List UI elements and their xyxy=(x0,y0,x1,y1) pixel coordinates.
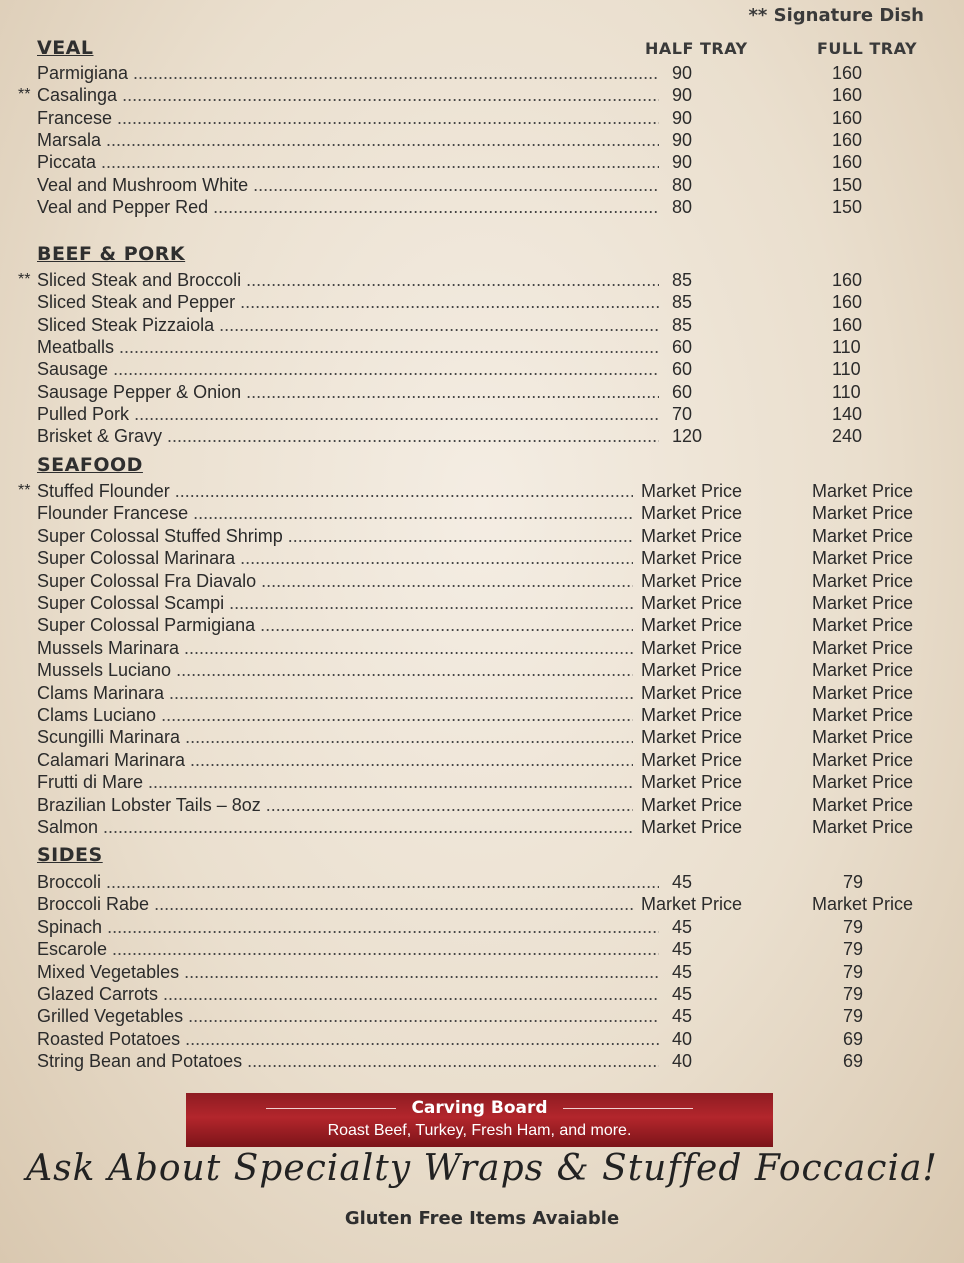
full-tray-price: 160 xyxy=(832,107,863,128)
menu-item-name: Salmon ..... xyxy=(37,816,633,838)
menu-item-name: Veal and Pepper Red ..... xyxy=(37,196,659,218)
full-tray-price: 69 xyxy=(843,1028,864,1049)
half-tray-price: Market Price xyxy=(641,772,743,793)
half-tray-price: 45 xyxy=(672,939,693,960)
half-tray-price: Market Price xyxy=(641,660,743,681)
menu-item-row xyxy=(0,726,964,748)
full-tray-price: 79 xyxy=(843,916,864,937)
full-tray-price: 110 xyxy=(832,359,861,380)
menu-item-row xyxy=(0,704,964,726)
full-tray-price: 240 xyxy=(832,426,863,447)
menu-item-name: Broccoli Rabe ..... xyxy=(37,893,633,915)
menu-item-name: Spinach ..... xyxy=(37,916,659,938)
full-tray-price: 160 xyxy=(832,85,863,106)
half-tray-price: 90 xyxy=(672,129,693,150)
signature-marker: ** xyxy=(18,271,31,288)
full-tray-price: Market Price xyxy=(812,570,914,591)
menu-item-row xyxy=(0,480,964,502)
menu-item-row xyxy=(0,794,964,816)
half-tray-price: Market Price xyxy=(641,749,743,770)
half-tray-price: 90 xyxy=(672,63,693,83)
menu-item-name: Sliced Steak Pizzaiola ..... xyxy=(37,314,659,336)
menu-item-name: Veal and Mushroom White ..... xyxy=(37,174,659,196)
full-tray-price: Market Price xyxy=(812,481,914,501)
menu-item-name: Glazed Carrots ..... xyxy=(37,983,659,1005)
menu-item-name: Super Colossal Scampi ..... xyxy=(37,592,633,614)
menu-item-row xyxy=(0,502,964,524)
half-tray-price: Market Price xyxy=(641,481,743,501)
half-tray-price: Market Price xyxy=(641,615,743,636)
menu-item-name: Sliced Steak and Broccoli ..... xyxy=(37,269,659,291)
full-tray-price: 69 xyxy=(843,1051,864,1072)
menu-item-row xyxy=(0,525,964,547)
half-tray-price: Market Price xyxy=(641,548,743,569)
menu-item-name: Broccoli ..... xyxy=(37,871,659,893)
menu-item-row xyxy=(0,425,964,447)
menu-item-row xyxy=(0,196,964,218)
full-tray-price: Market Price xyxy=(812,615,914,636)
half-tray-price: Market Price xyxy=(641,525,743,546)
half-tray-price: 80 xyxy=(672,174,693,195)
menu-item-row xyxy=(0,1050,964,1072)
half-tray-price: Market Price xyxy=(641,705,743,725)
full-tray-price: Market Price xyxy=(812,817,914,837)
half-tray-price: 85 xyxy=(672,314,693,335)
signature-marker: ** xyxy=(18,482,31,499)
half-tray-price: 40 xyxy=(672,1028,693,1049)
full-tray-price: 79 xyxy=(843,961,864,982)
half-tray-price: 120 xyxy=(672,426,703,447)
menu-item-row xyxy=(0,107,964,129)
menu-item-row xyxy=(0,174,964,196)
menu-item-row xyxy=(0,682,964,704)
menu-item-row xyxy=(0,614,964,636)
menu-item-row xyxy=(0,659,964,681)
menu-item-name: Marsala ..... xyxy=(37,129,659,151)
menu-item-row xyxy=(0,637,964,659)
half-tray-price: 45 xyxy=(672,984,693,1004)
menu-item-row xyxy=(0,592,964,614)
menu-item-row xyxy=(0,151,964,173)
menu-item-row xyxy=(0,547,964,569)
menu-item-name: Clams Luciano ..... xyxy=(37,704,633,726)
half-tray-price: 60 xyxy=(672,381,693,402)
menu-item-row xyxy=(0,129,964,151)
half-tray-price: 90 xyxy=(672,107,693,128)
menu-item-name: Pulled Pork ..... xyxy=(37,403,659,425)
full-tray-price: Market Price xyxy=(812,548,914,569)
full-tray-price: 110 xyxy=(832,336,861,357)
menu-item-name: Piccata ..... xyxy=(37,151,659,173)
full-tray-price: 160 xyxy=(832,129,863,150)
menu-item-name: Escarole ..... xyxy=(37,938,659,960)
full-tray-price: Market Price xyxy=(812,593,914,613)
full-tray-price: Market Price xyxy=(812,749,914,770)
half-tray-price: 45 xyxy=(672,961,693,982)
menu-item-row xyxy=(0,336,964,358)
carving-board-subtitle: Roast Beef, Turkey, Fresh Ham, and more. xyxy=(327,1122,632,1139)
gluten-free-note: Gluten Free Items Avaiable xyxy=(344,1208,620,1229)
menu-item-row xyxy=(0,403,964,425)
half-tray-price: Market Price xyxy=(641,593,743,613)
menu-item-row xyxy=(0,749,964,771)
half-tray-price: Market Price xyxy=(641,503,743,524)
menu-item-row xyxy=(0,1005,964,1027)
menu-item-row xyxy=(0,381,964,403)
menu-item-row xyxy=(0,816,964,838)
full-tray-price: 160 xyxy=(832,63,863,83)
full-tray-price: Market Price xyxy=(812,637,914,658)
full-tray-price: 79 xyxy=(843,984,864,1004)
full-tray-price: 79 xyxy=(843,872,864,892)
specialty-note: Ask About Specialty Wraps & Stuffed Foccacia! xyxy=(26,1148,938,1189)
menu-item-name: Super Colossal Stuffed Shrimp ..... xyxy=(37,525,633,547)
menu-item-name: Sliced Steak and Pepper ..... xyxy=(37,291,659,313)
half-tray-header: HALF TRAY xyxy=(645,39,748,58)
full-tray-price: 79 xyxy=(843,939,864,960)
half-tray-price: Market Price xyxy=(641,727,743,748)
half-tray-price: 60 xyxy=(672,336,693,357)
menu-item-name: Super Colossal Parmigiana ..... xyxy=(37,614,633,636)
menu-item-name: Sausage Pepper & Onion ..... xyxy=(37,381,659,403)
full-tray-price: Market Price xyxy=(812,503,914,524)
menu-item-name: Casalinga ..... xyxy=(37,84,659,106)
menu-item-row xyxy=(0,771,964,793)
full-tray-price: 150 xyxy=(832,196,863,217)
full-tray-price: 160 xyxy=(832,270,863,290)
full-tray-price: 150 xyxy=(832,174,863,195)
full-tray-price: 160 xyxy=(832,292,863,313)
menu-item-row xyxy=(0,570,964,592)
menu-item-name: Calamari Marinara ..... xyxy=(37,749,633,771)
carving-board-title: Carving Board xyxy=(411,1098,548,1118)
menu-item-name: Mussels Marinara ..... xyxy=(37,637,633,659)
menu-item-row xyxy=(0,291,964,313)
menu-item-name: Clams Marinara ..... xyxy=(37,682,633,704)
menu-item-row xyxy=(0,961,964,983)
full-tray-header: FULL TRAY xyxy=(817,39,918,58)
menu-item-name: Francese ..... xyxy=(37,107,659,129)
half-tray-price: Market Price xyxy=(641,570,743,591)
menu-item-name: Roasted Potatoes ..... xyxy=(37,1028,659,1050)
menu-item-name: Mixed Vegetables ..... xyxy=(37,961,659,983)
menu-item-name: Brazilian Lobster Tails – 8oz ..... xyxy=(37,794,633,816)
section-title: SIDES xyxy=(37,844,103,866)
full-tray-price: Market Price xyxy=(812,705,914,725)
menu-item-row xyxy=(0,62,964,84)
carving-board-banner xyxy=(186,1093,773,1147)
menu-item-row xyxy=(0,314,964,336)
half-tray-price: 45 xyxy=(672,916,693,937)
full-tray-price: 79 xyxy=(843,1006,864,1027)
section-title: VEAL xyxy=(37,37,94,59)
full-tray-price: Market Price xyxy=(812,660,914,681)
signature-marker: ** xyxy=(18,86,31,104)
full-tray-price: 140 xyxy=(832,403,863,424)
menu-item-row xyxy=(0,983,964,1005)
menu-item-name: Meatballs ..... xyxy=(37,336,659,358)
half-tray-price: Market Price xyxy=(641,682,743,703)
menu-item-name: Mussels Luciano ..... xyxy=(37,659,633,681)
half-tray-price: 90 xyxy=(672,152,693,173)
full-tray-price: Market Price xyxy=(812,525,914,546)
menu-item-name: Frutti di Mare ..... xyxy=(37,771,633,793)
full-tray-price: Market Price xyxy=(812,772,914,793)
menu-item-row xyxy=(0,84,964,106)
full-tray-price: 110 xyxy=(832,381,861,402)
menu-item-name: Flounder Francese ..... xyxy=(37,502,633,524)
menu-item-row xyxy=(0,269,964,291)
full-tray-price: 160 xyxy=(832,314,863,335)
half-tray-price: 45 xyxy=(672,1006,693,1027)
half-tray-price: Market Price xyxy=(641,817,743,837)
menu-item-name: Sausage ..... xyxy=(37,358,659,380)
section-title: BEEF & PORK xyxy=(37,243,186,265)
menu-item-name: Super Colossal Fra Diavalo ..... xyxy=(37,570,633,592)
menu-item-row xyxy=(0,938,964,960)
menu-item-row xyxy=(0,871,964,893)
menu-item-name: Stuffed Flounder ..... xyxy=(37,480,633,502)
menu-item-row xyxy=(0,1028,964,1050)
signature-dish-note: ** Signature Dish xyxy=(748,5,924,26)
menu-item-name: String Bean and Potatoes ..... xyxy=(37,1050,659,1072)
menu-item-name: Grilled Vegetables ..... xyxy=(37,1005,659,1027)
full-tray-price: 160 xyxy=(832,152,863,173)
half-tray-price: Market Price xyxy=(641,894,743,915)
menu-item-name: Super Colossal Marinara ..... xyxy=(37,547,633,569)
half-tray-price: Market Price xyxy=(641,637,743,658)
full-tray-price: Market Price xyxy=(812,682,914,703)
full-tray-price: Market Price xyxy=(812,794,914,815)
half-tray-price: 60 xyxy=(672,359,693,380)
menu-item-row xyxy=(0,893,964,915)
half-tray-price: 85 xyxy=(672,292,693,313)
menu-item-row xyxy=(0,916,964,938)
section-title: SEAFOOD xyxy=(37,454,143,476)
half-tray-price: 85 xyxy=(672,270,693,290)
menu-item-name: Scungilli Marinara ..... xyxy=(37,726,633,748)
full-tray-price: Market Price xyxy=(812,894,914,915)
half-tray-price: 70 xyxy=(672,403,693,424)
half-tray-price: 45 xyxy=(672,872,693,892)
menu-item-name: Brisket & Gravy ..... xyxy=(37,425,659,447)
half-tray-price: Market Price xyxy=(641,794,743,815)
half-tray-price: 40 xyxy=(672,1051,693,1072)
full-tray-price: Market Price xyxy=(812,727,914,748)
menu-item-name: Parmigiana ..... xyxy=(37,62,659,84)
half-tray-price: 80 xyxy=(672,196,693,217)
menu-item-row xyxy=(0,358,964,380)
half-tray-price: 90 xyxy=(672,85,693,106)
